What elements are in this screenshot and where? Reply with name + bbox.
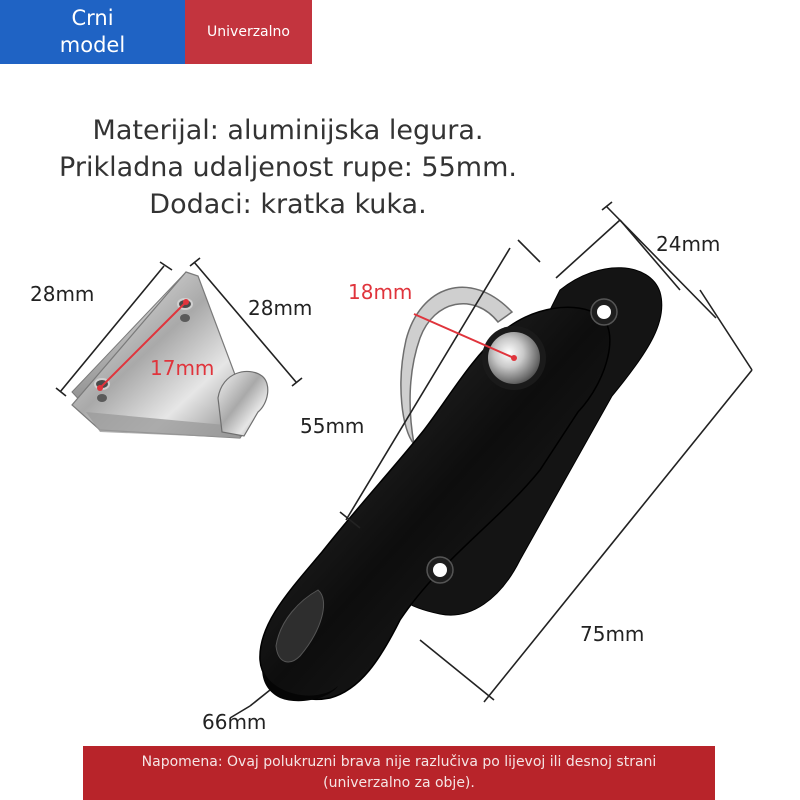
universal-option-label: Univerzalno	[207, 24, 290, 40]
spec-hole-distance: Prikladna udaljenost rupe: 55mm.	[59, 152, 517, 183]
latch-knob-label: 18mm	[348, 280, 413, 304]
note-text: Napomena: Ovaj polukruzni brava nije razlučiva po lijevoj ili desnoj strani (univerzalno za obje).	[141, 754, 657, 791]
latch-length-label: 75mm	[580, 622, 645, 646]
short-hook-bracket	[72, 272, 268, 438]
spec-accessories: Dodaci: kratka kuka.	[149, 189, 427, 220]
latch-handle-label: 66mm	[202, 710, 267, 734]
hook-hole-spacing-label: 17mm	[150, 356, 215, 380]
hook-side-b-label: 28mm	[248, 296, 313, 320]
latch-width-label: 24mm	[656, 232, 721, 256]
latch-hole-spacing-label: 55mm	[300, 414, 365, 438]
hook-side-a-label: 28mm	[30, 282, 95, 306]
note-banner	[83, 746, 715, 800]
spec-material: Materijal: aluminijska legura.	[92, 115, 484, 146]
color-option-label: Crni model	[59, 6, 126, 57]
